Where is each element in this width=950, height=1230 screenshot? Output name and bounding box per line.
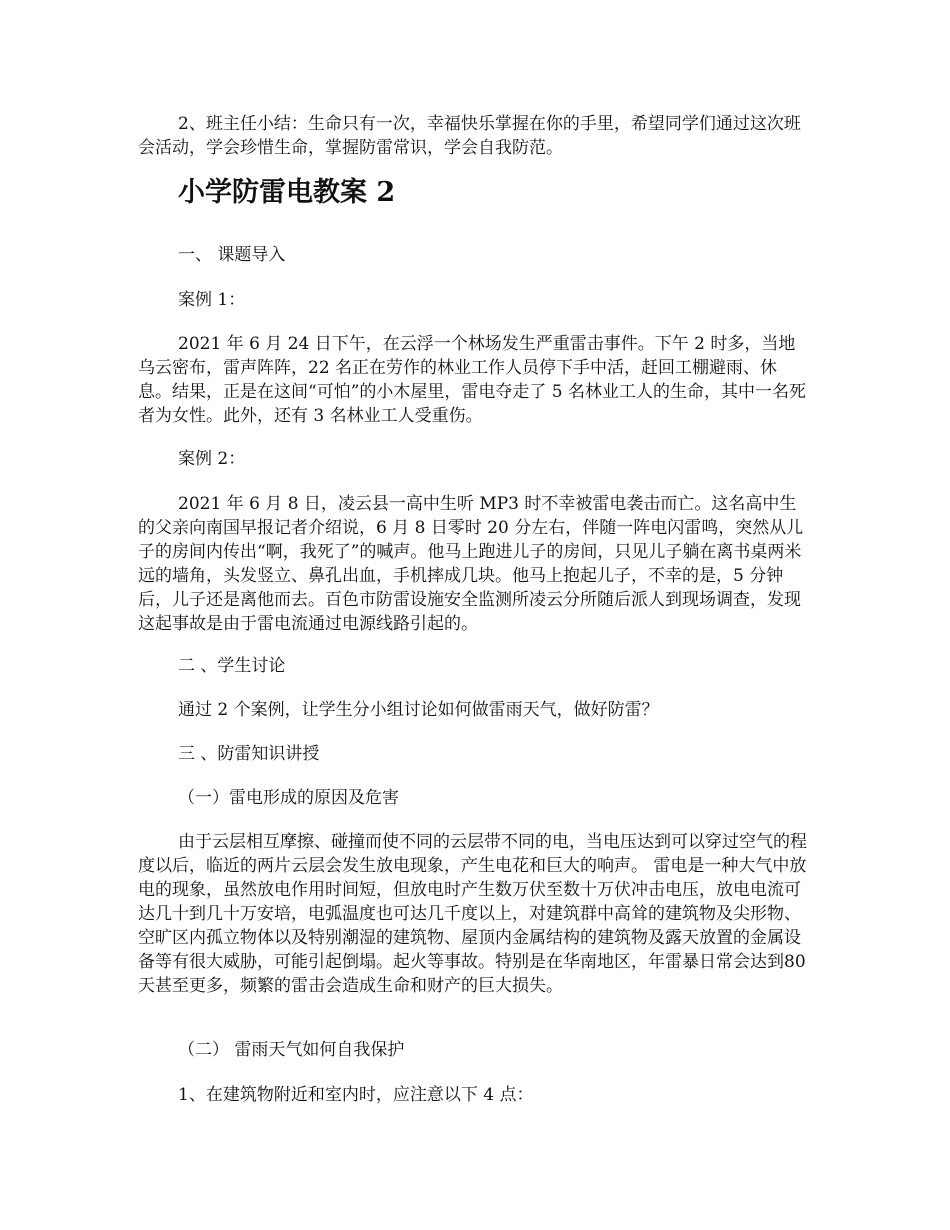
section-title: 小学防雷电教案 2 xyxy=(178,177,396,208)
case-1-label: 案例 1： xyxy=(178,290,246,310)
heading-topic-introduction: 一、 课题导入 xyxy=(178,245,286,265)
causes-paragraph: 由于云层相互摩擦、碰撞而使不同的云层带不同的电，当电压达到可以穿过空气的程度以后，临近的两片云层会发生放电现象，产生电花和巨大的响声。 雷电是一种大气中放电的现象，虽然放电作用时间短，但放电时产生数万伏至数十万伏冲击电压，放电电流可达几十到几十万安培，电弧温度也可达几千度以上，对建筑群中高耸的建筑物及尖形物、空旷区内孤立物体以及特别潮湿的建筑物、屋顶内金属结构的建筑物及露天放置的金属设备等有很大威胁，可能引起倒塌。起火等事故。特别是在华南地区，年雷暴日常会达到80 天甚至更多，频繁的雷击会造成生命和财产的巨大损失。 xyxy=(138,832,807,996)
heading-student-discussion: 二 、学生讨论 xyxy=(178,656,286,676)
subheading-self-protection: （二） 雷雨天气如何自我保护 xyxy=(178,1040,405,1060)
case-2-paragraph: 2021 年 6 月 8 日，凌云县一高中生听 MP3 时不幸被雷电袭击而亡。这名高中生的父亲向南国早报记者介绍说，6 月 8 日零时 20 分左右，伴随一阵电闪雷鸣，突然从儿子的房间内传出“啊，我死了”的喊声。他马上跑进儿子的房间，只见儿子躺在离书桌两米远的墙角，头发竖立、鼻孔出血，手机摔成几块。他马上抱起儿子，不幸的是，5 分钟后，儿子还是离他而去。百色市防雷设施安全监测所凌云分所随后派人到现场调查，发现这起事故是由于雷电流通过电源线路引起的。 xyxy=(138,494,804,634)
discussion-paragraph: 通过 2 个案例，让学生分小组讨论如何做雷雨天气，做好防雷？ xyxy=(178,700,659,720)
case-2-label: 案例 2： xyxy=(178,449,246,469)
protection-item-1: 1、在建筑物附近和室内时，应注意以下 4 点： xyxy=(178,1085,534,1105)
case-1-paragraph: 2021 年 6 月 24 日下午，在云浮一个林场发生严重雷击事件。下午 2 时多，当地乌云密布，雷声阵阵，22 名正在劳作的林业工作人员停下手中活，赶回工棚避雨、休息。结果，正是在这间“可怕”的小木屋里，雷电夺走了 5 名林业工人的生命，其中一名死者为女性。此外，还有 3 名林业工人受重伤。 xyxy=(138,334,807,426)
subheading-causes-and-hazards: （一）雷电形成的原因及危害 xyxy=(178,788,399,808)
heading-lightning-knowledge: 三 、防雷知识讲授 xyxy=(178,744,320,764)
summary-paragraph: 2、班主任小结：生命只有一次，幸福快乐掌握在你的手里，希望同学们通过这次班会活动，学会珍惜生命，掌握防雷常识，学会自我防范。 xyxy=(138,114,801,158)
